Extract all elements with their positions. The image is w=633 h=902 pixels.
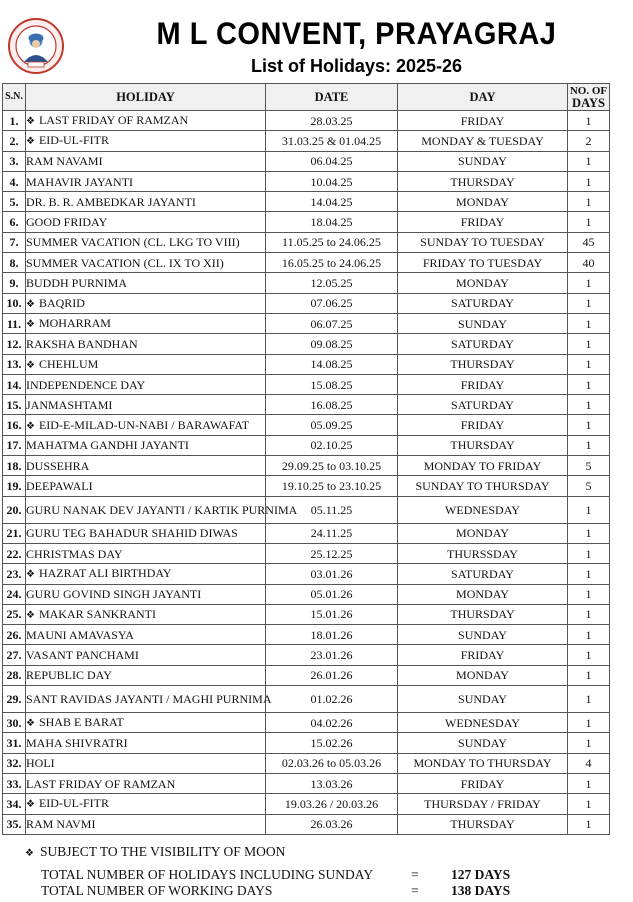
row-serial-number: 19. — [3, 476, 26, 496]
moon-dependent-icon: ❖ — [26, 116, 35, 128]
row-day: SUNDAY — [398, 686, 568, 713]
row-holiday-name-text: MAHA SHIVRATRI — [26, 735, 128, 750]
row-serial-number: 2. — [3, 131, 26, 151]
row-holiday-name — [26, 523, 266, 543]
row-day: WEDNESDAY — [398, 496, 568, 523]
row-day: THURSDAY — [398, 171, 568, 191]
row-serial-number: 14. — [3, 374, 26, 394]
row-day: SATURDAY — [398, 395, 568, 415]
row-number-of-days: 1 — [568, 374, 610, 394]
row-holiday-name — [26, 212, 266, 232]
row-number-of-days: 1 — [568, 814, 610, 834]
table-row — [3, 395, 610, 415]
row-date: 25.12.25 — [266, 543, 398, 563]
row-number-of-days: 1 — [568, 773, 610, 793]
row-number-of-days: 1 — [568, 192, 610, 212]
table-row — [3, 374, 610, 394]
table-row — [3, 814, 610, 834]
row-day: SATURDAY — [398, 293, 568, 313]
row-day: THURSDAY / FRIDAY — [398, 794, 568, 814]
row-holiday-name — [26, 713, 266, 733]
row-holiday-name-text: CHRISTMAS DAY — [26, 546, 123, 561]
row-serial-number: 31. — [3, 733, 26, 753]
total-working-days-label: TOTAL NUMBER OF WORKING DAYS — [41, 883, 273, 898]
row-date: 14.04.25 — [266, 192, 398, 212]
row-holiday-name — [26, 293, 266, 313]
row-day: SUNDAY TO THURSDAY — [398, 476, 568, 496]
holiday-table-body — [3, 111, 610, 835]
row-holiday-name — [26, 584, 266, 604]
row-serial-number: 26. — [3, 625, 26, 645]
row-holiday-name-text: DEEPAWALI — [26, 478, 93, 493]
row-number-of-days: 1 — [568, 543, 610, 563]
row-date: 15.08.25 — [266, 374, 398, 394]
table-row — [3, 435, 610, 455]
school-logo — [7, 17, 65, 75]
row-day: MONDAY TO FRIDAY — [398, 456, 568, 476]
row-serial-number: 1. — [3, 111, 26, 131]
row-date: 07.06.25 — [266, 293, 398, 313]
row-holiday-name-text: DR. B. R. AMBEDKAR JAYANTI — [26, 194, 196, 209]
table-row — [3, 713, 610, 733]
table-row — [3, 665, 610, 685]
row-date: 19.10.25 to 23.10.25 — [266, 476, 398, 496]
total-holidays-line — [41, 867, 510, 883]
row-day: MONDAY — [398, 192, 568, 212]
row-serial-number: 23. — [3, 564, 26, 584]
row-holiday-name-text: GOOD FRIDAY — [26, 215, 108, 230]
row-holiday-name-text: JANMASHTAMI — [26, 397, 113, 412]
row-date: 04.02.26 — [266, 713, 398, 733]
row-holiday-name-text: BAQRID — [38, 295, 85, 310]
table-row — [3, 273, 610, 293]
moon-dependent-icon: ❖ — [26, 569, 35, 581]
column-header-day: DAY — [398, 84, 568, 111]
row-holiday-name-text: SANT RAVIDAS JAYANTI / MAGHI PURNIMA — [26, 692, 272, 707]
row-holiday-name-text: MAKAR SANKRANTI — [38, 606, 156, 621]
row-holiday-name — [26, 313, 266, 333]
school-logo-emblem-icon — [7, 17, 65, 75]
row-day: SUNDAY — [398, 151, 568, 171]
row-date: 29.09.25 to 03.10.25 — [266, 456, 398, 476]
row-holiday-name-text: EID-E-MILAD-UN-NABI / BARAWAFAT — [38, 417, 250, 432]
row-number-of-days: 1 — [568, 313, 610, 333]
row-holiday-name-text: GURU GOVIND SINGH JAYANTI — [26, 587, 202, 602]
row-holiday-name — [26, 645, 266, 665]
row-serial-number: 20. — [3, 496, 26, 523]
row-date: 23.01.26 — [266, 645, 398, 665]
row-date: 15.01.26 — [266, 604, 398, 624]
row-holiday-name-text: SHAB E BARAT — [38, 715, 124, 730]
row-day: SATURDAY — [398, 564, 568, 584]
table-row — [3, 753, 610, 773]
table-row — [3, 625, 610, 645]
row-number-of-days: 1 — [568, 794, 610, 814]
row-holiday-name — [26, 625, 266, 645]
moon-dependent-icon: ❖ — [26, 298, 35, 310]
row-serial-number: 17. — [3, 435, 26, 455]
row-number-of-days: 4 — [568, 753, 610, 773]
table-row — [3, 476, 610, 496]
moon-dependent-icon: ❖ — [26, 718, 35, 730]
table-header-row — [3, 84, 610, 111]
column-header-no-of-days-line2: DAYS — [572, 96, 605, 110]
row-holiday-name — [26, 171, 266, 191]
row-number-of-days: 1 — [568, 151, 610, 171]
row-date: 09.08.25 — [266, 334, 398, 354]
row-day: MONDAY — [398, 523, 568, 543]
row-serial-number: 32. — [3, 753, 26, 773]
row-serial-number: 18. — [3, 456, 26, 476]
row-number-of-days: 1 — [568, 293, 610, 313]
row-serial-number: 9. — [3, 273, 26, 293]
row-date: 28.03.25 — [266, 111, 398, 131]
row-day: FRIDAY — [398, 111, 568, 131]
row-serial-number: 4. — [3, 171, 26, 191]
row-day: SATURDAY — [398, 334, 568, 354]
row-day: THURSSDAY — [398, 543, 568, 563]
row-serial-number: 21. — [3, 523, 26, 543]
row-day: MONDAY — [398, 584, 568, 604]
row-holiday-name-text: CHEHLUM — [38, 356, 99, 371]
column-header-holiday: HOLIDAY — [26, 84, 266, 111]
column-header-date: DATE — [266, 84, 398, 111]
row-number-of-days: 1 — [568, 415, 610, 435]
row-serial-number: 28. — [3, 665, 26, 685]
row-holiday-name — [26, 733, 266, 753]
row-number-of-days: 1 — [568, 625, 610, 645]
page-subtitle: List of Holidays: 2025-26 — [250, 56, 463, 76]
row-date: 12.05.25 — [266, 273, 398, 293]
row-holiday-name-text: MAUNI AMAVASYA — [26, 627, 134, 642]
row-day: SUNDAY TO TUESDAY — [398, 232, 568, 252]
row-number-of-days: 40 — [568, 253, 610, 273]
row-number-of-days: 1 — [568, 686, 610, 713]
row-serial-number: 16. — [3, 415, 26, 435]
table-row — [3, 773, 610, 793]
row-serial-number: 3. — [3, 151, 26, 171]
row-day: THURSDAY — [398, 435, 568, 455]
row-holiday-name — [26, 334, 266, 354]
row-holiday-name — [26, 604, 266, 624]
row-serial-number: 34. — [3, 794, 26, 814]
row-day: SUNDAY — [398, 625, 568, 645]
table-row — [3, 131, 610, 151]
table-row — [3, 604, 610, 624]
row-serial-number: 13. — [3, 354, 26, 374]
row-holiday-name — [26, 192, 266, 212]
table-row — [3, 543, 610, 563]
row-number-of-days: 5 — [568, 476, 610, 496]
total-working-days-line — [41, 883, 510, 899]
row-holiday-name-text: VASANT PANCHAMI — [26, 648, 139, 663]
row-date: 02.10.25 — [266, 435, 398, 455]
table-row — [3, 794, 610, 814]
row-day: FRIDAY — [398, 212, 568, 232]
row-holiday-name — [26, 814, 266, 834]
row-number-of-days: 5 — [568, 456, 610, 476]
row-date: 31.03.25 & 01.04.25 — [266, 131, 398, 151]
row-holiday-name-text: EID-UL-FITR — [38, 133, 109, 148]
total-working-days-value: 138 DAYS — [451, 883, 511, 898]
row-serial-number: 8. — [3, 253, 26, 273]
row-day: THURSDAY — [398, 814, 568, 834]
row-day: THURSDAY — [398, 354, 568, 374]
row-holiday-name-text: DUSSEHRA — [26, 458, 90, 473]
row-holiday-name — [26, 273, 266, 293]
row-number-of-days: 1 — [568, 334, 610, 354]
row-serial-number: 24. — [3, 584, 26, 604]
row-holiday-name — [26, 543, 266, 563]
row-holiday-name — [26, 253, 266, 273]
moon-dependent-icon: ❖ — [26, 609, 35, 621]
row-number-of-days: 1 — [568, 111, 610, 131]
row-date: 15.02.26 — [266, 733, 398, 753]
row-holiday-name — [26, 151, 266, 171]
moon-visibility-note-text: SUBJECT TO THE VISIBILITY OF MOON — [39, 844, 286, 859]
table-row — [3, 151, 610, 171]
row-holiday-name-text: INDEPENDENCE DAY — [26, 377, 146, 392]
row-date: 06.04.25 — [266, 151, 398, 171]
table-row — [3, 523, 610, 543]
total-holidays-equals: = — [411, 867, 419, 882]
row-holiday-name — [26, 456, 266, 476]
row-number-of-days: 1 — [568, 564, 610, 584]
row-holiday-name-text: RAM NAVMI — [26, 817, 96, 832]
table-row — [3, 686, 610, 713]
row-holiday-name — [26, 415, 266, 435]
row-holiday-name-text: HAZRAT ALI BIRTHDAY — [38, 566, 172, 581]
row-holiday-name — [26, 665, 266, 685]
moon-dependent-icon: ❖ — [26, 359, 35, 371]
row-date: 19.03.26 / 20.03.26 — [266, 794, 398, 814]
row-holiday-name-text: RAM NAVAMI — [26, 154, 103, 169]
table-row — [3, 334, 610, 354]
total-holidays-value: 127 DAYS — [451, 867, 511, 882]
row-number-of-days: 1 — [568, 523, 610, 543]
row-number-of-days: 1 — [568, 354, 610, 374]
row-day: THURSDAY — [398, 604, 568, 624]
row-number-of-days: 1 — [568, 395, 610, 415]
row-date: 05.01.26 — [266, 584, 398, 604]
row-holiday-name-text: LAST FRIDAY OF RAMZAN — [26, 776, 176, 791]
row-day: MONDAY & TUESDAY — [398, 131, 568, 151]
row-date: 16.05.25 to 24.06.25 — [266, 253, 398, 273]
table-row — [3, 171, 610, 191]
row-day: SUNDAY — [398, 733, 568, 753]
row-day: FRIDAY — [398, 415, 568, 435]
moon-dependent-icon: ❖ — [26, 319, 35, 331]
row-holiday-name-text: BUDDH PURNIMA — [26, 276, 128, 291]
row-day: SUNDAY — [398, 313, 568, 333]
row-day: FRIDAY — [398, 645, 568, 665]
row-date: 26.03.26 — [266, 814, 398, 834]
row-holiday-name — [26, 111, 266, 131]
row-serial-number: 22. — [3, 543, 26, 563]
row-number-of-days: 45 — [568, 232, 610, 252]
row-date: 26.01.26 — [266, 665, 398, 685]
row-number-of-days: 1 — [568, 212, 610, 232]
total-holidays-label: TOTAL NUMBER OF HOLIDAYS INCLUDING SUNDAY — [41, 867, 374, 882]
page-title: M L CONVENT, PRAYAGRAJ — [156, 16, 557, 52]
table-row — [3, 584, 610, 604]
row-number-of-days: 1 — [568, 273, 610, 293]
row-holiday-name-text: SUMMER VACATION (CL. IX TO XII) — [26, 255, 224, 270]
row-number-of-days: 1 — [568, 604, 610, 624]
row-holiday-name — [26, 435, 266, 455]
row-number-of-days: 1 — [568, 584, 610, 604]
row-day: MONDAY TO THURSDAY — [398, 753, 568, 773]
row-number-of-days: 1 — [568, 645, 610, 665]
row-holiday-name-text: REPUBLIC DAY — [26, 668, 112, 683]
row-holiday-name-text: MOHARRAM — [38, 316, 111, 331]
row-serial-number: 6. — [3, 212, 26, 232]
column-header-sn: S.N. — [3, 84, 26, 111]
row-serial-number: 7. — [3, 232, 26, 252]
table-row — [3, 253, 610, 273]
row-holiday-name-text: RAKSHA BANDHAN — [26, 336, 138, 351]
row-day: FRIDAY — [398, 374, 568, 394]
row-number-of-days: 1 — [568, 496, 610, 523]
table-row — [3, 415, 610, 435]
table-row — [3, 645, 610, 665]
row-date: 24.11.25 — [266, 523, 398, 543]
row-serial-number: 15. — [3, 395, 26, 415]
table-row — [3, 232, 610, 252]
column-header-no-of-days-line1: NO. OF — [569, 85, 608, 97]
row-holiday-name — [26, 686, 272, 713]
row-serial-number: 27. — [3, 645, 26, 665]
table-row — [3, 496, 610, 523]
moon-visibility-note — [25, 844, 285, 860]
row-number-of-days: 1 — [568, 713, 610, 733]
row-serial-number: 30. — [3, 713, 26, 733]
moon-dependent-icon: ❖ — [26, 136, 35, 148]
row-holiday-name — [26, 232, 266, 252]
row-holiday-name — [26, 753, 266, 773]
table-row — [3, 111, 610, 131]
moon-dependent-icon: ❖ — [26, 420, 35, 432]
row-date: 13.03.26 — [266, 773, 398, 793]
row-number-of-days: 1 — [568, 171, 610, 191]
row-holiday-name-text: HOLI — [26, 756, 55, 771]
row-number-of-days: 2 — [568, 131, 610, 151]
row-date: 06.07.25 — [266, 313, 398, 333]
row-day: WEDNESDAY — [398, 713, 568, 733]
row-serial-number: 11. — [3, 313, 26, 333]
row-holiday-name-text: GURU NANAK DEV JAYANTI / KARTIK PURNIMA — [26, 502, 298, 517]
row-holiday-name-text: GURU TEG BAHADUR SHAHID DIWAS — [26, 526, 238, 541]
row-date: 18.04.25 — [266, 212, 398, 232]
table-row — [3, 313, 610, 333]
row-date: 10.04.25 — [266, 171, 398, 191]
row-date: 05.09.25 — [266, 415, 398, 435]
moon-dependent-icon: ❖ — [26, 799, 35, 811]
table-row — [3, 733, 610, 753]
row-holiday-name-text: LAST FRIDAY OF RAMZAN — [38, 113, 189, 128]
column-header-no-of-days — [568, 84, 610, 111]
row-holiday-name — [26, 496, 298, 523]
row-date: 03.01.26 — [266, 564, 398, 584]
row-holiday-name — [26, 476, 266, 496]
row-number-of-days: 1 — [568, 665, 610, 685]
table-row — [3, 192, 610, 212]
row-number-of-days: 1 — [568, 435, 610, 455]
row-holiday-name-text: MAHAVIR JAYANTI — [26, 174, 134, 189]
row-serial-number: 10. — [3, 293, 26, 313]
row-serial-number: 33. — [3, 773, 26, 793]
holiday-table — [2, 83, 610, 835]
row-holiday-name — [26, 773, 266, 793]
row-number-of-days: 1 — [568, 733, 610, 753]
row-holiday-name — [26, 564, 266, 584]
row-holiday-name — [26, 131, 266, 151]
row-holiday-name-text: SUMMER VACATION (CL. LKG TO VIII) — [26, 235, 240, 250]
row-date: 16.08.25 — [266, 395, 398, 415]
row-date: 11.05.25 to 24.06.25 — [266, 232, 398, 252]
row-day: FRIDAY TO TUESDAY — [398, 253, 568, 273]
row-holiday-name-text: EID-UL-FITR — [38, 796, 109, 811]
row-date: 18.01.26 — [266, 625, 398, 645]
row-holiday-name — [26, 794, 266, 814]
row-date: 02.03.26 to 05.03.26 — [266, 753, 398, 773]
row-serial-number: 25. — [3, 604, 26, 624]
table-row — [3, 293, 610, 313]
table-row — [3, 354, 610, 374]
row-date: 01.02.26 — [266, 686, 398, 713]
table-row — [3, 456, 610, 476]
table-row — [3, 564, 610, 584]
row-serial-number: 5. — [3, 192, 26, 212]
row-serial-number: 12. — [3, 334, 26, 354]
row-date: 05.11.25 — [266, 496, 398, 523]
total-working-days-equals: = — [411, 883, 419, 898]
row-day: FRIDAY — [398, 773, 568, 793]
row-holiday-name — [26, 354, 266, 374]
row-holiday-name-text: MAHATMA GANDHI JAYANTI — [26, 438, 189, 453]
row-serial-number: 35. — [3, 814, 26, 834]
row-date: 14.08.25 — [266, 354, 398, 374]
row-day: MONDAY — [398, 665, 568, 685]
moon-dependent-icon: ❖ — [25, 848, 34, 859]
row-serial-number: 29. — [3, 686, 26, 713]
row-holiday-name — [26, 374, 266, 394]
row-holiday-name — [26, 395, 266, 415]
row-day: MONDAY — [398, 273, 568, 293]
table-row — [3, 212, 610, 232]
